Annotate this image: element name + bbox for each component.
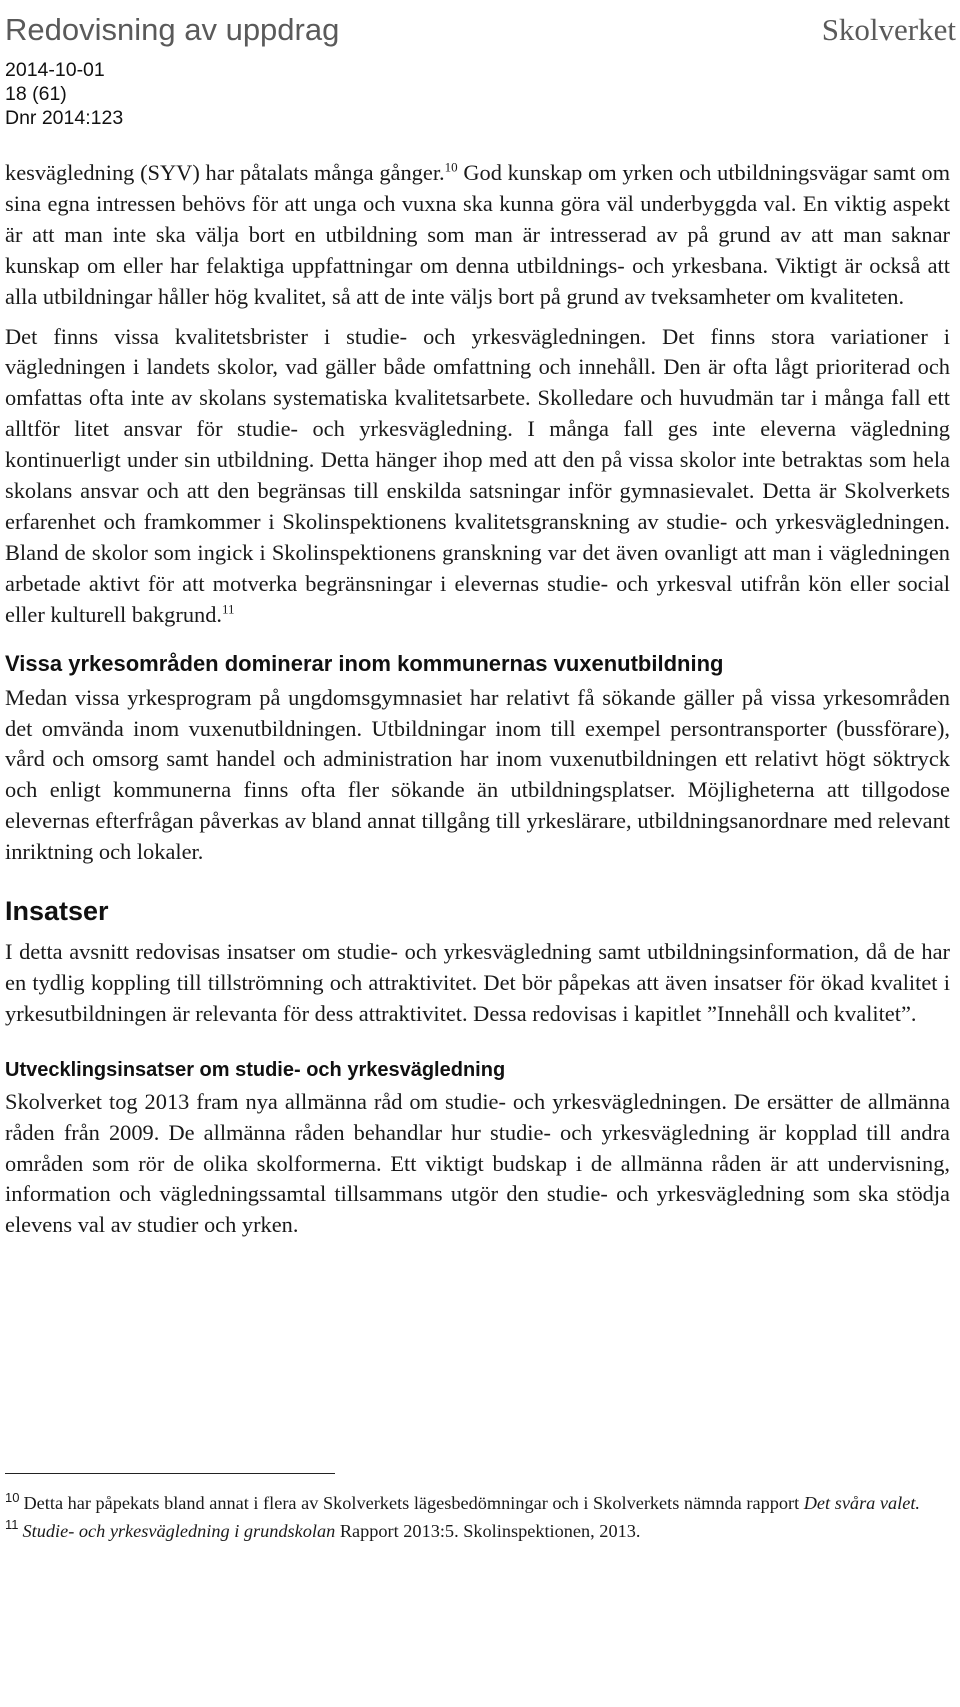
paragraph-1-rest: God kunskap om yrken och utbildningsvägar samt om sina egna intressen behövs för att unga och vuxna ska kunna göra väl underbyggda val. En viktig aspekt är att man inte ska välja bort en utbildning som man är intresserad av på grund av att man saknar kunskap om eller har felaktiga uppfattningar om denna utbildnings- och yrkesbana. Viktigt är också att alla utbildningar håller hög kvalitet, så att de inte väljs bort på grund av tveksamheter om kvaliteten. — [5, 160, 950, 309]
footnote-ref-11[interactable]: 11 — [222, 601, 235, 617]
footnote-11-text: Rapport 2013:5. Skolinspektionen, 2013. — [335, 1520, 641, 1541]
footnote-11-title: Studie- och yrkesvägledning i grundskolan — [22, 1520, 336, 1541]
paragraph-1 — [5, 158, 950, 313]
footnote-11-number: 11 — [5, 1517, 19, 1533]
paragraph-2 — [5, 322, 950, 631]
header-dnr: Dnr 2014:123 — [5, 107, 124, 129]
paragraph-2-text: Det finns vissa kvalitetsbrister i studie- och yrkesvägledningen. Det finns stora variationer i vägledningen i landets skolor, vad gäller både omfattning och innehåll. Den är ofta lågt prioriterad och omfattas ofta inte av skolans systematiska kvalitetsarbete. Skolledare och huvudmän tar i många fall ett alltför litet ansvar för studie- och yrkesvägledning. I många fall ges inte eleverna vägledning kontinuerligt under sin utbildning. Detta hänger ihop med att den på vissa skolor inte betraktas som hela skolans ansvar och att den begränsas till enskilda satsningar inför gymnasievalet. Detta är Skolverkets erfarenhet och framkommer i Skolinspektionens kvalitetsgranskning av studie- och yrkesvägledningen. Bland de skolor som ingick i Skolinspektionens granskning var det även ovanligt att man i vägledningen arbetade aktivt för att motverka begränsningar i elevernas studie- och yrkesval utifrån kön eller social eller kulturell bakgrund. — [5, 323, 950, 627]
footnote-11 — [5, 1519, 950, 1545]
paragraph-5: Skolverket tog 2013 fram nya allmänna råd om studie- och yrkesvägledningen. De ersätter de allmänna råden från 2009. De allmänna råden behandlar hur studie- och yrkesvägledning är kopplad till andra områden som rör de olika skolformerna. Ett viktigt budskap i de allmänna råden är att undervisning, information och vägledningssamtal tillsammans utgör den studie- och yrkesvägledning som ska stödja elevens val av studier och yrken. — [5, 1088, 950, 1238]
footnote-10-number: 10 — [5, 1489, 20, 1505]
paragraph-1-start: kesvägledning (SYV) har påtalats många gånger. — [5, 160, 445, 185]
heading-vissa-yrkesomraden: Vissa yrkesområden dominerar inom kommunernas vuxenutbildning — [5, 650, 724, 676]
header-date: 2014-10-01 — [5, 59, 105, 81]
footnote-10-title: Det svåra valet. — [803, 1493, 920, 1513]
body-text — [5, 158, 950, 1241]
header-meta — [5, 58, 123, 130]
footnotes — [5, 1491, 950, 1546]
footnote-ref-10[interactable]: 10 — [444, 159, 458, 175]
header-organization: Skolverket — [821, 12, 956, 47]
paragraph-3: Medan vissa yrkesprogram på ungdomsgymnasiet har relativt få sökande gäller på vissa yrkesområden det omvända inom vuxenutbildningen. Utbildningar inom till exempel persontransporter (bussförare), vård och omsorg samt handel och administration har inom vuxenutbildningen ett relativt högt söktryck och enligt kommunerna finns ofta fler sökande än utbildningsplatser. Möjligheterna att tillgodose elevernas efterfrågan påverkas av bland annat tillgång till yrkeslärare, utbildningsanordnare med relevant inriktning och lokaler. — [5, 684, 950, 865]
footnote-10 — [5, 1491, 950, 1517]
heading-insatser: Insatser — [5, 896, 109, 927]
footnote-divider — [5, 1473, 335, 1474]
footnote-10-text: Detta har påpekats bland annat i flera av Skolverkets lägesbedömningar och i Skolverkets nämnda rapport — [23, 1493, 804, 1513]
header-page-number: 18 (61) — [5, 83, 67, 105]
paragraph-4: I detta avsnitt redovisas insatser om studie- och yrkesvägledning samt utbildningsinformation, då de har en tydlig koppling till tillströmning och attraktivitet. Det bör påpekas att även insatser för ökad kvalitet i yrkesutbildningen är relevanta för dess attraktivitet. Dessa redovisas i kapitlet ”Innehåll och kvalitet”. — [5, 939, 950, 1026]
heading-utvecklingsinsatser: Utvecklingsinsatser om studie- och yrkesvägledning — [5, 1058, 506, 1081]
header-title: Redovisning av uppdrag — [5, 12, 340, 47]
